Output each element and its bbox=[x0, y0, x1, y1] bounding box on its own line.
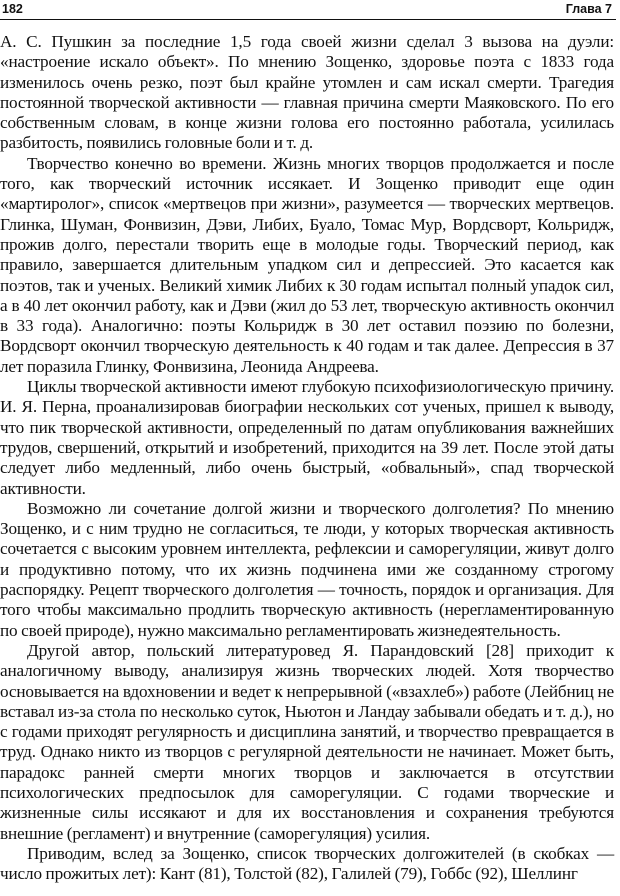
paragraph-3: Циклы творческой активности имеют глубокую психофизиологическую причину. И. Я. Перна, проанализировав биографии нескольких сот ученых, пришел к выводу, что пик творческой активности, определенный по датам опубликования важнейших трудов, свершений, открытий и изобретений, приходится на 39 лет. После этой даты следует либо медленный, либо очень быстрый, «обвальный», спад творческой активности. bbox=[0, 377, 614, 498]
paragraph-4: Возможно ли сочетание долгой жизни и творческого долголетия? По мнению Зощенко, и с ним трудно не согласиться, те люди, у которых творческая активность сочетается с высоким уровнем интеллекта, рефлексии и саморегуляции, живут долго и продуктивно потому, что их жизнь подчинена ими же созданному строгому распорядку. Рецепт творческого долголетия — точность, порядок и организация. Для того чтобы максимально продлить творческую активность (нерегламентированную по своей природе), нужно максимально регламентировать жизнедеятельность. bbox=[0, 498, 614, 640]
paragraph-5: Другой автор, польский литературовед Я. Парандовский [28] приходит к аналогичному выводу, анализируя жизнь творческих людей. Хотя творчество основывается на вдохновении и ведет к непрерывной («взахлеб») работе (Лейбниц не вставал из-за стола по несколько суток, Ньютон и Ландау забывали обедать и т. д.), но с годами приходят регулярность и дисциплина занятий, и творчество превращается в труд. Однако никто из творцов с регулярной деятельности не начинает. Может быть, парадокс ранней смерти многих творцов и заключается в отсутствии психологических предпосылок для саморегуляции. С годами творческие и жизненные силы иссякают и для их восстановления и сохранения требуются внешние (регламент) и внутренние (саморегуляция) усилия. bbox=[0, 640, 614, 843]
page-header bbox=[0, 0, 620, 20]
paragraph-6: Приводим, вслед за Зощенко, список творческих долгожителей (в скобках — число прожитых лет): Кант (81), Толстой (82), Галилей (79), Гоббс (92), Шеллинг bbox=[0, 843, 614, 884]
page-body bbox=[0, 32, 614, 884]
paragraph-1: А. С. Пушкин за последние 1,5 года своей жизни сделал 3 вызова на дуэли: «настроение искало объект». По мнению Зощенко, здоровье поэта с 1833 года изменилось очень резко, поэт был крайне утомлен и сам искал смерти. Трагедия постоянной творческой активности — главная причина смерти Маяковского. По его собственным словам, в конце жизни голова его постоянно работала, усилилась разбитость, появились головные боли и т. д. bbox=[0, 32, 614, 153]
header-divider bbox=[0, 19, 616, 20]
paragraph-2: Творчество конечно во времени. Жизнь многих творцов продолжается и после того, как творческий источник иссякает. И Зощенко приводит еще один «мартиролог», список «мертвецов при жизни», разумеется — творческих мертвецов. Глинка, Шуман, Фонвизин, Дэви, Либих, Буало, Томас Мур, Вордсворт, Кольридж, прожив долго, перестали творить еще в молодые годы. Творческий период, как правило, завершается длительным упадком сил и депрессией. Это касается как поэтов, так и ученых. Великий химик Либих к 30 годам испытал полный упадок сил, а в 40 лет окончил работу, как и Дэви (жил до 53 лет, творческую активность окончил в 33 года). Аналогично: поэты Кольридж в 30 лет оставил поэзию по болезни, Вордсворт окончил творческую деятельность к 40 годам и так далее. Депрессия в 37 лет поразила Глинку, Фонвизина, Леонида Андреева. bbox=[0, 153, 614, 376]
chapter-title: Глава 7 bbox=[565, 2, 612, 16]
page-number: 182 bbox=[2, 2, 23, 16]
